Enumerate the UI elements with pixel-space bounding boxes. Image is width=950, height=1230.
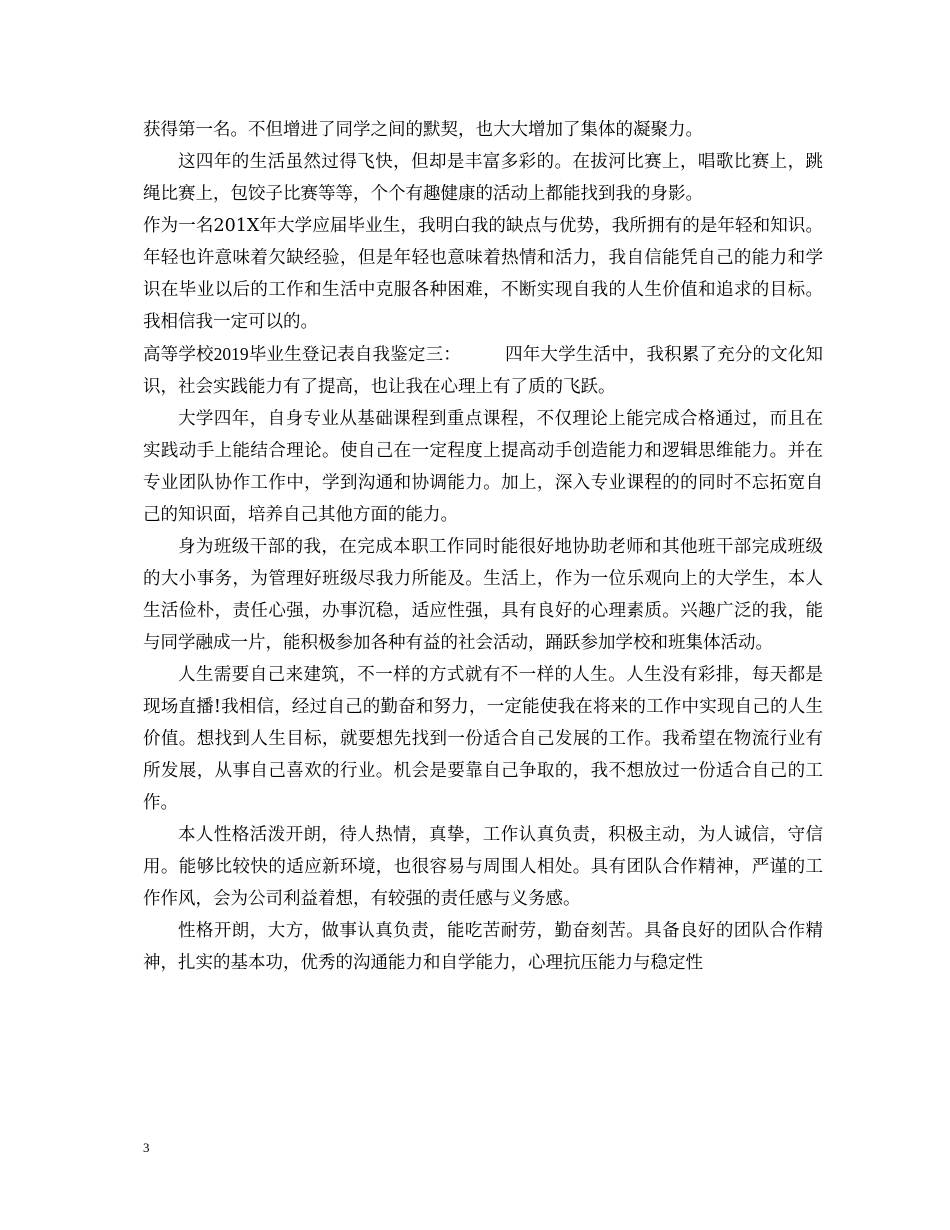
paragraph-academics: 大学四年，自身专业从基础课程到重点课程，不仅理论上能完成合格通过，而且在实践动手上能结合理论。使自己在一定程度上提高动手创造能力和逻辑思维能力。并在专业团队协作工作中，学到沟通和协调能力。加上，深入专业课程的的同时不忘拓宽自己的知识面，培养自己其他方面的能力。 [143, 409, 823, 525]
paragraph-life-goals: 人生需要自己来建筑，不一样的方式就有不一样的人生。人生没有彩排，每天都是现场直播!我相信，经过自己的勤奋和努力，一定能使我在将来的工作中实现自己的人生价值。想找到人生目标，就要想先找到一份适合自己发展的工作。我希望在物流行业有所发展，从事自己喜欢的行业。机会是要靠自己争取的，我不想放过一份适合自己的工作。 [143, 665, 823, 813]
document-body [143, 114, 823, 979]
paragraph-college-life: 这四年的生活虽然过得飞快，但却是丰富多彩的。在拔河比赛上，唱歌比赛上，跳绳比赛上，包饺子比赛等等，个个有趣健康的活动上都能找到我的身影。 [143, 152, 823, 204]
paragraph-personality: 本人性格活泼开朗，待人热情，真挚，工作认真负责，积极主动，为人诚信，守信用。能够比较快的适应新环境，也很容易与周围人相处。具有团队合作精神，严谨的工作作风，会为公司利益着想，有较强的责任感与义务感。 [143, 825, 823, 909]
paragraph-class-leader: 身为班级干部的我，在完成本职工作同时能很好地协助老师和其他班干部完成班级的大小事务，为管理好班级尽我力所能及。生活上，作为一位乐观向上的大学生，本人生活俭朴，责任心强，办事沉稳，适应性强，具有良好的心理素质。兴趣广泛的我，能与同学融成一片，能积极参加各种有益的社会活动，踊跃参加学校和班集体活动。 [143, 537, 823, 653]
section-heading: 高等学校2019毕业生登记表自我鉴定三： [143, 344, 461, 364]
paragraph-character: 性格开朗，大方，做事认真负责，能吃苦耐劳，勤奋刻苦。具备良好的团队合作精神，扎实的基本功，优秀的沟通能力和自学能力，心理抗压能力与稳定性 [143, 921, 823, 973]
section-heading-paragraph [143, 338, 823, 403]
paragraph-graduate-self: 作为一名201X年大学应届毕业生，我明白我的缺点与优势，我所拥有的是年轻和知识。年轻也许意味着欠缺经验，但是年轻也意味着热情和活力，我自信能凭自己的能力和学识在毕业以后的工作和生活中克服各种困难，不断实现自我的人生价值和追求的目标。我相信我一定可以的。 [143, 216, 823, 332]
page-number: 3 [143, 1140, 150, 1155]
paragraph-continued: 获得第一名。不但增进了同学之间的默契，也大大增加了集体的凝聚力。 [143, 120, 703, 140]
section-intro: 四年大学生活中，我积累了充分的文化知识，社会实践能力有了提高，也让我在心理上有了质的飞跃。 [143, 345, 824, 397]
